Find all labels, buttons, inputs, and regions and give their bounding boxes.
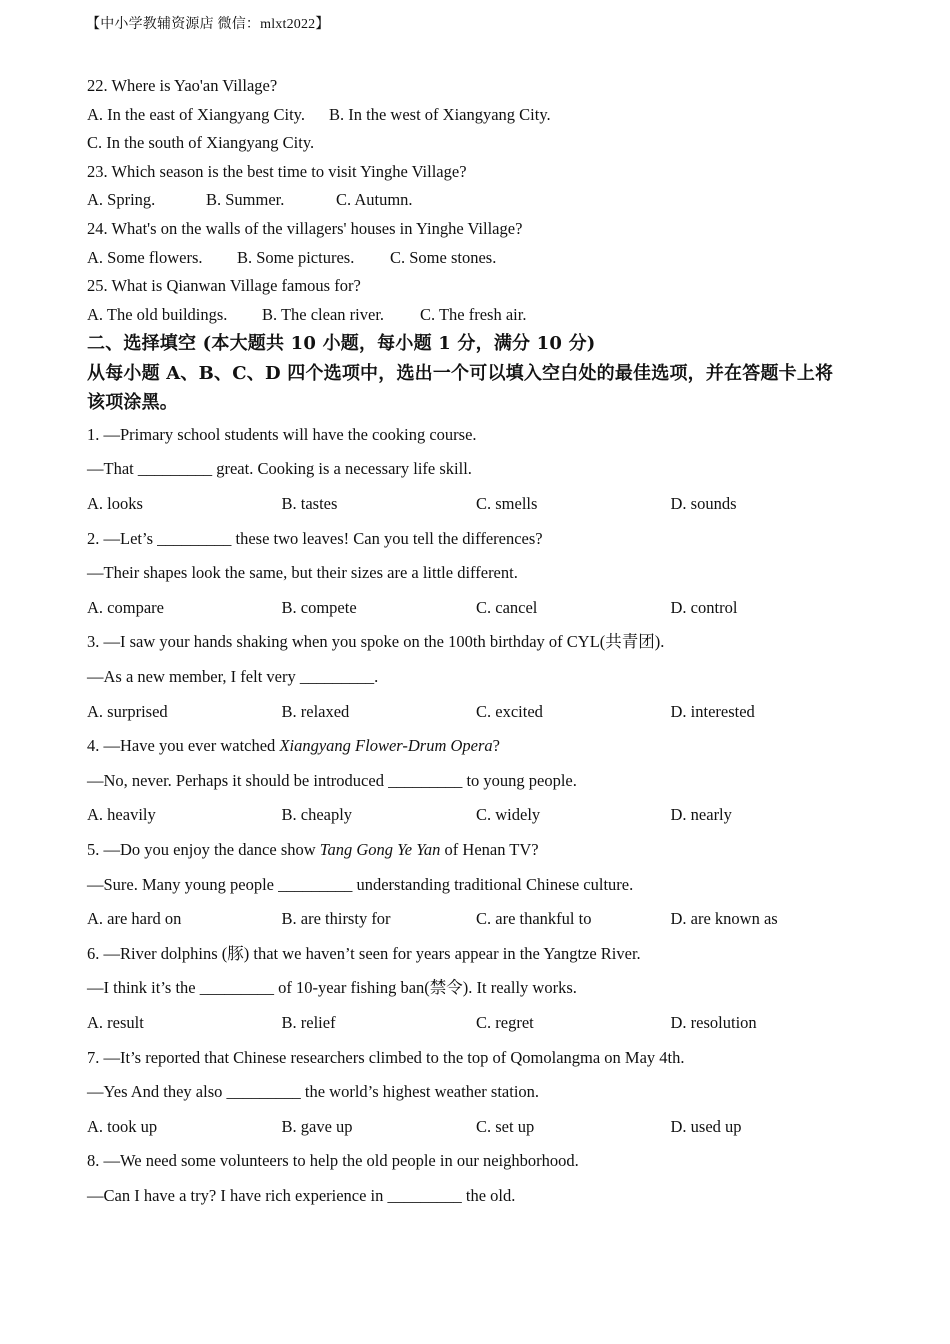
q2-options <box>87 591 877 626</box>
option-a: A. looks <box>87 494 143 514</box>
q4-response: —No, never. Perhaps it should be introduced _________ to young people. <box>87 770 577 790</box>
option-a: A. took up <box>87 1116 158 1136</box>
question-23: 23. Which season is the best time to visit Yinghe Village? <box>87 161 467 181</box>
option-b: B. gave up <box>281 1116 353 1136</box>
option-a: A. Spring. <box>87 190 156 210</box>
option-c: C. Some stones. <box>390 247 497 267</box>
option-c: C. The fresh air. <box>420 304 527 324</box>
option-c: C. excited <box>476 701 543 721</box>
option-a: A. are hard on <box>87 909 182 929</box>
q7-response: —Yes And they also _________ the world’s highest weather station. <box>87 1082 540 1102</box>
q4-opera-title: Xiangyang Flower-Drum Opera <box>279 736 493 756</box>
option-d: D. are known as <box>670 909 778 929</box>
q2-prompt: 2. —Let’s _________ these two leaves! Can you tell the differences? <box>87 528 543 548</box>
option-d: D. used up <box>670 1116 742 1136</box>
q3-prompt: 3. —I saw your hands shaking when you spoke on the 100th birthday of CYL(共青团). <box>87 632 665 652</box>
question-22-options-row2 <box>87 129 877 158</box>
option-c: C. Autumn. <box>336 190 413 210</box>
question-24-options <box>87 244 877 273</box>
q4-prompt-end: ? <box>492 736 500 756</box>
option-a: A. heavily <box>87 805 156 825</box>
q6-prompt: 6. —River dolphins (豚) that we haven’t seen for years appear in the Yangtze River. <box>87 943 641 963</box>
option-a: A. Some flowers. <box>87 247 203 267</box>
q6-response: —I think it’s the _________ of 10-year fishing ban(禁令). It really works. <box>87 978 577 998</box>
option-a: A. compare <box>87 597 164 617</box>
q5-options <box>87 902 877 937</box>
document-body <box>87 72 877 1214</box>
section-title: 二、选择填空 (本大题共 10 小题，每小题 1 分，满分 10 分) <box>87 333 596 355</box>
option-b: B. Summer. <box>206 190 285 210</box>
q5-show-title: Tang Gong Ye Yan <box>319 839 441 859</box>
option-d: D. resolution <box>670 1012 757 1032</box>
option-a: A. In the east of Xiangyang City. <box>87 104 305 124</box>
q4-options <box>87 798 877 833</box>
option-a: A. result <box>87 1012 144 1032</box>
q8-prompt: 8. —We need some volunteers to help the old people in our neighborhood. <box>87 1151 579 1171</box>
q4-prompt-start: 4. —Have you ever watched <box>87 736 280 756</box>
section-instruction-line1: 从每小题 A、B、C、D 四个选项中，选出一个可以填入空白处的最佳选项，并在答题卡上将 <box>87 362 834 384</box>
q3-options <box>87 695 877 730</box>
q6-options <box>87 1006 877 1041</box>
q2-response: —Their shapes look the same, but their sizes are a little different. <box>87 563 518 583</box>
q5-prompt-end: of Henan TV? <box>440 839 539 859</box>
option-a: A. The old buildings. <box>87 304 228 324</box>
q5-response: —Sure. Many young people _________ understanding traditional Chinese culture. <box>87 874 634 894</box>
option-b: B. The clean river. <box>262 304 385 324</box>
q4-prompt <box>87 729 877 764</box>
option-b: B. tastes <box>281 494 338 514</box>
question-25-options <box>87 301 877 330</box>
option-c: C. regret <box>476 1012 534 1032</box>
option-d: D. interested <box>670 701 755 721</box>
q1-prompt: 1. —Primary school students will have the cooking course. <box>87 424 477 444</box>
section-instruction-line2: 该项涂黑。 <box>87 392 178 414</box>
option-b: B. In the west of Xiangyang City. <box>329 104 551 124</box>
option-c: C. widely <box>476 805 541 825</box>
option-c: C. In the south of Xiangyang City. <box>87 133 315 153</box>
q5-prompt-start: 5. —Do you enjoy the dance show <box>87 839 320 859</box>
q7-options <box>87 1110 877 1145</box>
q8-response: —Can I have a try? I have rich experience in _________ the old. <box>87 1185 516 1205</box>
q3-response: —As a new member, I felt very _________. <box>87 667 379 686</box>
option-b: B. are thirsty for <box>281 909 391 929</box>
option-b: B. relaxed <box>281 701 350 721</box>
question-22: 22. Where is Yao'an Village? <box>87 76 278 95</box>
option-b: B. compete <box>281 597 357 617</box>
q1-options <box>87 487 877 522</box>
option-d: D. control <box>670 597 738 617</box>
question-24: 24. What's on the walls of the villagers' houses in Yinghe Village? <box>87 218 523 238</box>
option-c: C. cancel <box>476 597 538 617</box>
page-header: 【中小学教辅资源店 微信：mlxt2022】 <box>86 17 330 32</box>
question-25: 25. What is Qianwan Village famous for? <box>87 276 361 296</box>
option-c: C. set up <box>476 1116 535 1136</box>
q5-prompt <box>87 833 877 868</box>
option-a: A. surprised <box>87 701 168 721</box>
option-b: B. Some pictures. <box>237 247 355 267</box>
option-c: C. are thankful to <box>476 909 592 929</box>
q7-prompt: 7. —It’s reported that Chinese researchers climbed to the top of Qomolangma on May 4th. <box>87 1047 685 1067</box>
question-22-options-row1 <box>87 101 877 130</box>
question-23-options <box>87 186 877 215</box>
option-d: D. nearly <box>670 805 732 825</box>
option-b: B. cheaply <box>281 805 353 825</box>
option-d: D. sounds <box>670 494 737 514</box>
option-b: B. relief <box>281 1012 336 1032</box>
q1-response: —That _________ great. Cooking is a necessary life skill. <box>87 459 472 479</box>
option-c: C. smells <box>476 494 538 514</box>
